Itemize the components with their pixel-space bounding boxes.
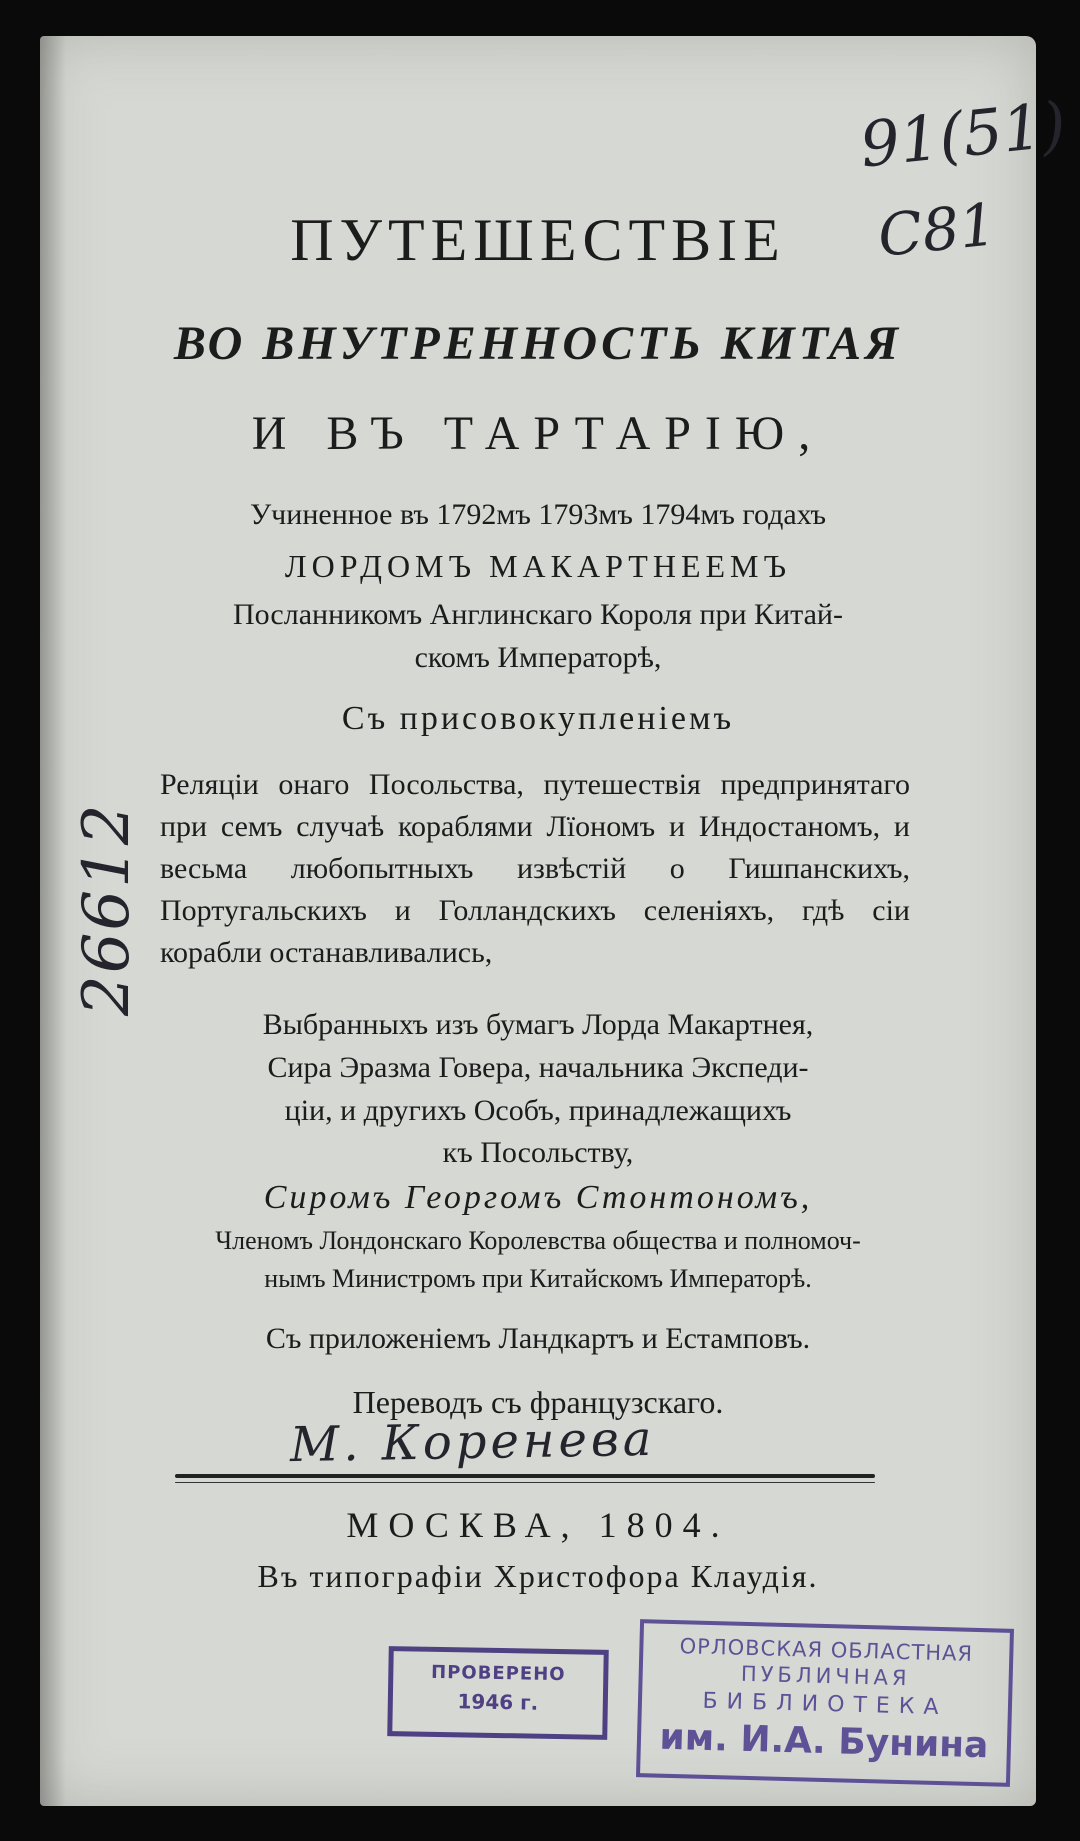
envoy-line-2: скомъ Императорѣ, [414, 641, 662, 674]
shelf-mark-1: 91(51) [856, 87, 1070, 182]
book-subtitle-line-2: И ВЪ ТАРТАРІЮ, [251, 407, 825, 460]
compiler-title-2: нымъ Министромъ при Китайскомъ Императорѣ. [264, 1264, 812, 1293]
maps-line: Съ приложеніемъ Ландкартъ и Естамповъ. [265, 1322, 811, 1355]
book-subtitle-line-1: ВО ВНУТРЕННОСТЬ КИТАЯ [173, 317, 903, 370]
divider-rule [175, 1474, 875, 1478]
addition-heading: Съ присовокупленіемъ [341, 700, 735, 737]
sources-line-1: Выбранныхъ изъ бумагъ Лорда Макартнея, [262, 1008, 814, 1041]
check-stamp-year: 1946 г. [457, 1689, 539, 1715]
imprint-city-year: МОСКВА, 1804. [346, 1505, 730, 1545]
library-stamp-line-1: ОРЛОВСКАЯ ОБЛАСТНАЯ [679, 1634, 974, 1666]
library-stamp-line-4: им. И.А. Бунина [659, 1716, 989, 1767]
library-stamp [636, 1619, 1014, 1787]
body-paragraph: Реляціи онаго Посольства, путешествія предпринятаго при семъ случаѣ кораблями Лïономъ и Индостаномъ, и весьма любопытныхъ извѣстій о Гишпанскихъ, Португальскихъ и Голландскихъ селеніяхъ, гдѣ сіи корабли останавливались, [160, 768, 910, 969]
sources-line-2: Сира Эразма Говера, начальника Экспеди- [267, 1051, 809, 1084]
library-stamp-line-2: ПУБЛИЧНАЯ [740, 1661, 911, 1691]
check-stamp-label: ПРОВЕРЕНО [430, 1661, 566, 1686]
translation-line: Переводъ съ французскаго. [352, 1384, 724, 1420]
envoy-line-1: Посланникомъ Англинскаго Короля при Китай- [233, 598, 843, 631]
inventory-number: 26612 [70, 802, 144, 1016]
author-line: ЛОРДОМЪ МАКАРТНЕЕМЪ [284, 548, 792, 584]
book-title: ПУТЕШЕСТВІЕ [290, 207, 786, 273]
imprint-printer: Въ типографіи Христофора Клаудія. [257, 1558, 819, 1594]
check-stamp [387, 1646, 609, 1740]
title-page [40, 36, 1070, 1806]
library-stamp-line-3: БИБЛИОТЕКА [702, 1688, 948, 1721]
sources-line-3: ціи, и другихъ Особъ, принадлежащихъ [284, 1094, 792, 1127]
shelf-mark-2: C81 [874, 190, 1000, 270]
compiler-title-1: Членомъ Лондонскаго Королевства общества и полномоч- [215, 1226, 861, 1255]
sources-line-4: къ Посольству, [442, 1136, 634, 1169]
years-line: Учиненное въ 1792мъ 1793мъ 1794мъ годахъ [249, 498, 827, 531]
handwritten-signature: М. Коренева [289, 1410, 656, 1474]
compiler-name: Сиромъ Георгомъ Стонтономъ, [263, 1179, 813, 1216]
divider-rule-thin [175, 1482, 875, 1483]
